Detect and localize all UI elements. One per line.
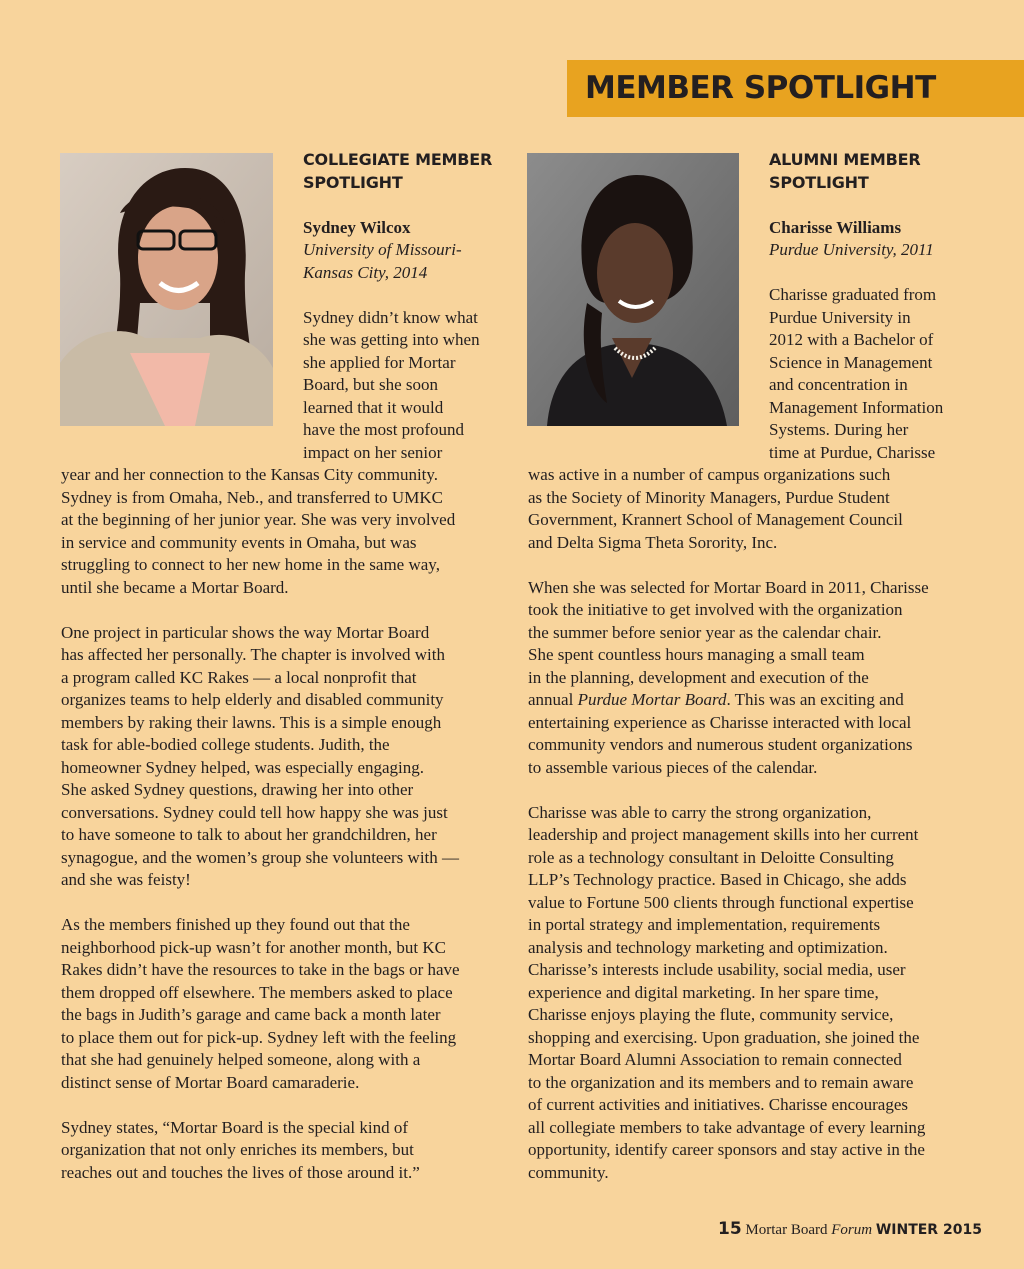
collegiate-kicker-line2: SPOTLIGHT [303,172,403,192]
collegiate-kicker-line1: COLLEGIATE MEMBER [303,150,493,169]
text-line: When she was selected for Mortar Board in 2011, Charisse [528,577,929,597]
text-line: LLP’s Technology practice. Based in Chicago, she adds [528,870,907,889]
section-banner [567,60,1024,117]
collegiate-kicker [303,149,508,194]
text-line: Sydney states, “Mortar Board is the special kind of [61,1117,409,1137]
collegiate-affiliation-2: Kansas City, 2014 [303,262,428,282]
text-line: was active in a number of campus organizations such [528,465,891,484]
text-line: to assemble various pieces of the calendar. [528,757,818,777]
text-line: As the members finished up they found out that the [61,915,410,934]
text-line: She asked Sydney questions, drawing her into other [61,780,414,799]
text-line: Sydney didn’t know what [303,307,478,327]
text-line: to have someone to talk to about her grandchildren, her [61,825,437,844]
charisse-williams-photo [527,153,739,426]
text-line: in the planning, development and execution of the [528,667,869,687]
annual-italic: Purdue Mortar Board [577,690,727,709]
text-line: synagogue, and the women’s group she volunteers with — [61,847,460,867]
text-line [61,892,511,915]
text-line: community vendors and numerous student organizations [528,735,913,754]
text-line: struggling to connect to her new home in the same way, [61,555,440,574]
text-line: learned that it would [303,397,444,417]
text-line: Sydney is from Omaha, Neb., and transferred to UMKC [61,487,443,507]
sydney-wilcox-photo [60,153,273,426]
text-line: at the beginning of her junior year. She was very involved [61,510,456,529]
text-line: organization that not only enriches its members, but [61,1140,414,1159]
magazine-forum: Forum [831,1222,873,1238]
text-line: community. [528,1162,609,1182]
text-line: year and her connection to the Kansas City community. [61,465,439,484]
section-title: MEMBER SPOTLIGHT [585,70,936,106]
text-line: opportunity, identify career sponsors and stay active in the [528,1140,925,1159]
text-line: One project in particular shows the way Mortar Board [61,622,430,642]
collegiate-intro [303,307,508,465]
text-line: have the most profound [303,420,464,439]
text-line: leadership and project management skills into her current [528,825,919,844]
text-line: Charisse’s interests include usability, social media, user [528,960,906,979]
text-line: as the Society of Minority Managers, Purdue Student [528,487,890,507]
text-line: a program called KC Rakes — a local nonprofit that [61,667,417,687]
collegiate-affiliation-1: University of Missouri- [303,240,462,259]
text-line: impact on her senior [303,442,443,462]
text-line: She spent countless hours managing a small team [528,645,865,664]
text-line: conversations. Sydney could tell how happy she was just [61,802,448,822]
text-line: experience and digital marketing. In her spare time, [528,982,879,1002]
text-line: and concentration in [769,375,908,394]
text-line: and Delta Sigma Theta Sorority, Inc. [528,532,778,552]
text-line: has affected her personally. The chapter is involved with [61,645,445,664]
text-line: Management Information [769,397,944,417]
text-line: the bags in Judith’s garage and came back a month later [61,1005,441,1024]
alumni-kicker-line1: ALUMNI MEMBER [769,150,921,169]
alumni-name: Charisse Williams [769,217,902,237]
annual-suffix: . This was an exciting and [726,690,904,709]
text-line: in portal strategy and implementation, requirements [528,915,881,934]
text-line [528,779,978,802]
text-line: Science in Management [769,352,933,372]
text-line: homeowner Sydney helped, was especially engaging. [61,757,425,777]
text-line: neighborhood pick-up wasn’t for another month, but KC [61,937,446,957]
text-line: Government, Krannert School of Management Council [528,510,903,529]
text-line: Charisse enjoys playing the flute, community service, [528,1005,894,1024]
text-line: Charisse was able to carry the strong organization, [528,802,872,822]
page-number: 15 [718,1219,742,1239]
text-line: all collegiate members to take advantage of every learning [528,1117,926,1137]
collegiate-name: Sydney Wilcox [303,217,411,237]
text-line: time at Purdue, Charisse [769,442,936,462]
text-line: 2012 with a Bachelor of [769,330,934,349]
text-line: Charisse graduated from [769,285,937,304]
magazine-name: Mortar Board [745,1222,828,1238]
text-line: to the organization and its members and to remain aware [528,1072,914,1092]
text-line: distinct sense of Mortar Board camaraderie. [61,1072,360,1092]
text-line: organizes teams to help elderly and disabled community [61,690,444,709]
text-line [61,1094,511,1117]
text-line: the summer before senior year as the calendar chair. [528,622,882,642]
alumni-kicker [769,149,979,194]
text-line: she applied for Mortar [303,352,456,372]
text-line: task for able-bodied college students. Judith, the [61,735,390,754]
text-line: until she became a Mortar Board. [61,577,289,597]
text-line: them dropped off elsewhere. The members asked to place [61,982,453,1002]
page-footer [718,1219,982,1239]
text-line: that she had genuinely helped someone, along with a [61,1050,421,1069]
text-line: Purdue University in [769,307,911,327]
text-line [61,599,511,622]
alumni-affiliation: Purdue University, 2011 [769,240,934,259]
issue-label: WINTER 2015 [875,1222,982,1238]
text-line: in service and community events in Omaha, but was [61,532,417,552]
alumni-intro [769,284,979,464]
text-line: of current activities and initiatives. Charisse encourages [528,1095,909,1114]
text-line: Mortar Board Alumni Association to remain connected [528,1050,902,1069]
alumni-body [528,464,978,1184]
text-line: to place them out for pick-up. Sydney left with the feeling [61,1027,457,1047]
text-line: entertaining experience as Charisse interacted with local [528,712,912,732]
text-line: role as a technology consultant in Deloitte Consulting [528,847,894,867]
text-line: value to Fortune 500 clients through functional expertise [528,892,914,912]
alumni-kicker-line2: SPOTLIGHT [769,172,869,192]
collegiate-body [61,464,511,1184]
text-line: Board, but she soon [303,375,439,394]
text-line: Rakes didn’t have the resources to take in the bags or have [61,960,460,979]
annual-prefix: annual [528,690,578,709]
text-line: Systems. During her [769,420,909,439]
text-line [528,554,978,577]
text-line: and she was feisty! [61,870,191,889]
text-line: reaches out and touches the lives of those around it.” [61,1162,420,1182]
text-line: shopping and exercising. Upon graduation, she joined the [528,1027,920,1047]
text-line: took the initiative to get involved with the organization [528,600,903,619]
text-line: analysis and technology marketing and optimization. [528,937,888,957]
text-line: members by raking their lawns. This is a simple enough [61,712,442,732]
alumni-annual-line [528,689,978,712]
text-line: she was getting into when [303,330,480,349]
